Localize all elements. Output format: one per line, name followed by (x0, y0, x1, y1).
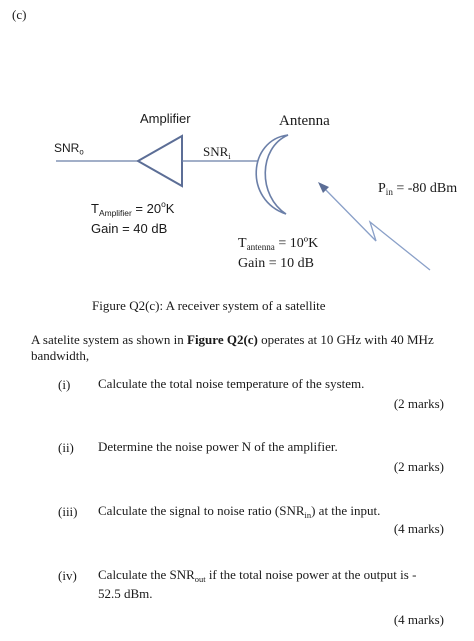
amplifier-triangle (138, 136, 182, 186)
intro-line-2: bandwidth, (31, 348, 90, 363)
amplifier-temperature: $T_{Amplifier} = 20^oK$ (91, 199, 175, 218)
antenna-temperature: $T_{antenna}$ = 10ºK (238, 236, 319, 253)
antenna-dish (256, 135, 288, 214)
antenna-gain: Gain = 10 dB (238, 256, 314, 271)
question-number: (iv) (58, 568, 77, 583)
signal-zigzag (322, 186, 430, 270)
question-text: Calculate the $SNR_{out}$ if the total noise power at the output is - (98, 567, 417, 584)
question-text-line-2: 52.5 dBm. (98, 586, 153, 601)
question-text: Calculate the signal to noise ratio $(SNR_{in})$ at the input. (98, 503, 381, 520)
question-number: (iii) (58, 504, 78, 519)
question-marks: (2 marks) (393, 396, 444, 411)
part-label: (c) (12, 7, 27, 22)
antenna-title: Antenna (279, 113, 330, 129)
figure-caption: Figure Q2(c): A receiver system of a satellite (92, 298, 326, 313)
amplifier-title: Amplifier (140, 111, 191, 126)
question-marks: (4 marks) (393, 612, 444, 627)
intro-line-1: A satelite system as shown in Figure Q2(c) operates at 10 GHz with 40 MHz (31, 332, 434, 347)
question-marks: (2 marks) (393, 459, 444, 474)
question-text: Determine the noise power N of the amplifier. (98, 439, 338, 454)
question-text: Calculate the total noise temperature of the system. (98, 376, 365, 391)
amplifier-gain: Gain = 40 dB (91, 221, 168, 236)
question-marks: (4 marks) (393, 521, 444, 536)
question-number: (ii) (58, 440, 74, 455)
question-number: (i) (58, 377, 71, 392)
snr-out-label: $SNR_o$ (54, 141, 84, 157)
pin-label: $P_{in} = -80$ dBm (378, 181, 458, 198)
snr-in-label: $SNR_i$ (203, 144, 231, 161)
